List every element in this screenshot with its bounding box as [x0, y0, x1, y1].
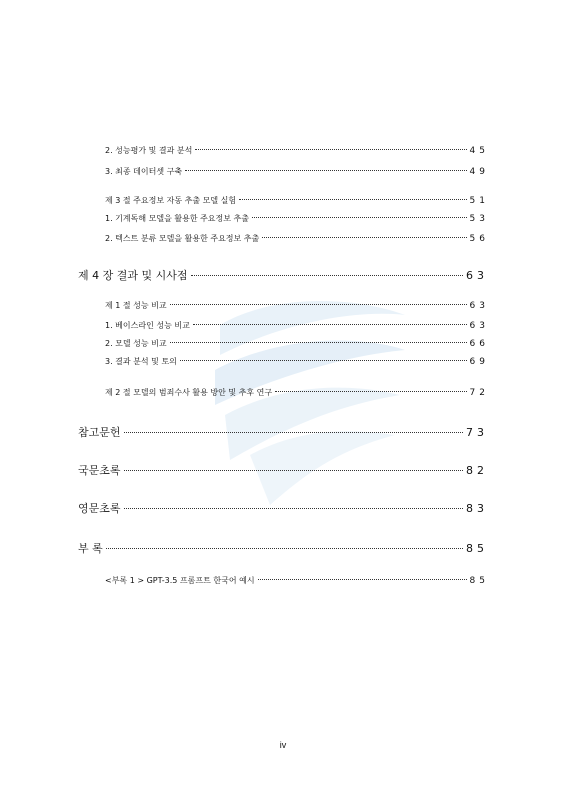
toc-entry-title: 3. 결과 분석 및 토의 — [105, 357, 177, 366]
toc-entry-page: 72 — [469, 388, 489, 398]
page-number: iv — [279, 740, 287, 750]
dot-leader — [275, 391, 466, 392]
dot-leader — [258, 579, 467, 580]
toc-entry-page: 56 — [469, 234, 489, 244]
toc-entry-page: 63 — [466, 269, 488, 282]
dot-leader — [191, 275, 464, 276]
dot-leader — [106, 548, 463, 549]
dot-leader — [124, 432, 463, 433]
toc-chapter-entry[interactable] — [78, 462, 488, 478]
toc-entry-title: 3. 최종 데이터셋 구축 — [105, 167, 183, 176]
toc-entry-title: 2. 모델 성능 비교 — [105, 339, 167, 348]
dot-leader — [124, 470, 463, 471]
toc-entry-title: 제 4 장 결과 및 시사점 — [78, 269, 188, 282]
toc-entry-title: 영문초록 — [78, 502, 121, 515]
dot-leader — [252, 217, 467, 218]
toc-entry[interactable] — [105, 213, 489, 224]
dot-leader — [180, 360, 467, 361]
toc-entry[interactable] — [105, 300, 489, 311]
toc-entry-title: 2. 성능평가 및 결과 분석 — [105, 146, 193, 155]
toc-chapter-entry[interactable] — [78, 267, 488, 283]
toc-entry-page: 85 — [466, 542, 488, 555]
toc-entry-page: 66 — [469, 339, 489, 349]
dot-leader — [193, 324, 467, 325]
dot-leader — [170, 304, 467, 305]
toc-entry[interactable] — [105, 356, 489, 367]
toc-entry-title: 2. 텍스트 분류 모델을 활용한 주요정보 추출 — [105, 234, 260, 243]
toc-entry[interactable] — [105, 338, 489, 349]
toc-entry-title: 1. 베이스라인 성능 비교 — [105, 321, 190, 330]
toc-entry-page: 51 — [469, 196, 489, 206]
dot-leader — [170, 342, 467, 343]
dot-leader — [239, 199, 466, 200]
toc-entry-title: 부 록 — [78, 542, 103, 555]
toc-entry-page: 49 — [469, 167, 489, 177]
toc-entry[interactable] — [105, 233, 489, 244]
dot-leader — [195, 149, 466, 150]
toc-chapter-entry[interactable] — [78, 540, 488, 556]
toc-entry-title: 국문초록 — [78, 464, 121, 477]
toc-entry-page: 63 — [469, 321, 489, 331]
toc-entry-page: 45 — [469, 146, 489, 156]
toc-entry-page: 83 — [466, 502, 488, 515]
toc-entry-page: 69 — [469, 357, 489, 367]
toc-entry-title: 제 2 절 모델의 범죄수사 활용 방안 및 추후 연구 — [105, 388, 273, 397]
toc-entry[interactable] — [105, 145, 489, 156]
toc-entry[interactable] — [105, 575, 489, 586]
toc-entry[interactable] — [105, 166, 489, 177]
dot-leader — [262, 237, 466, 238]
dot-leader — [124, 508, 463, 509]
toc-entry-title: 1. 기계독해 모델을 활용한 주요정보 추출 — [105, 214, 249, 223]
toc-entry-title: 제 3 절 주요정보 자동 추출 모델 실험 — [105, 196, 237, 205]
toc-entry[interactable] — [105, 195, 489, 206]
toc-entry-page: 63 — [469, 301, 489, 311]
toc-entry-page: 73 — [466, 426, 488, 439]
toc-entry[interactable] — [105, 320, 489, 331]
toc-entry[interactable] — [105, 387, 489, 398]
toc-entry-title: <부록 1 > GPT-3.5 프롬프트 한국어 예시 — [105, 576, 255, 585]
toc-entry-page: 53 — [469, 214, 489, 224]
toc-entry-page: 82 — [466, 464, 488, 477]
toc-entry-page: 85 — [469, 576, 489, 586]
toc-chapter-entry[interactable] — [78, 500, 488, 516]
toc-entry-title: 제 1 절 성능 비교 — [105, 301, 167, 310]
dot-leader — [185, 170, 466, 171]
toc-entry-title: 참고문헌 — [78, 426, 121, 439]
toc-chapter-entry[interactable] — [78, 424, 488, 440]
